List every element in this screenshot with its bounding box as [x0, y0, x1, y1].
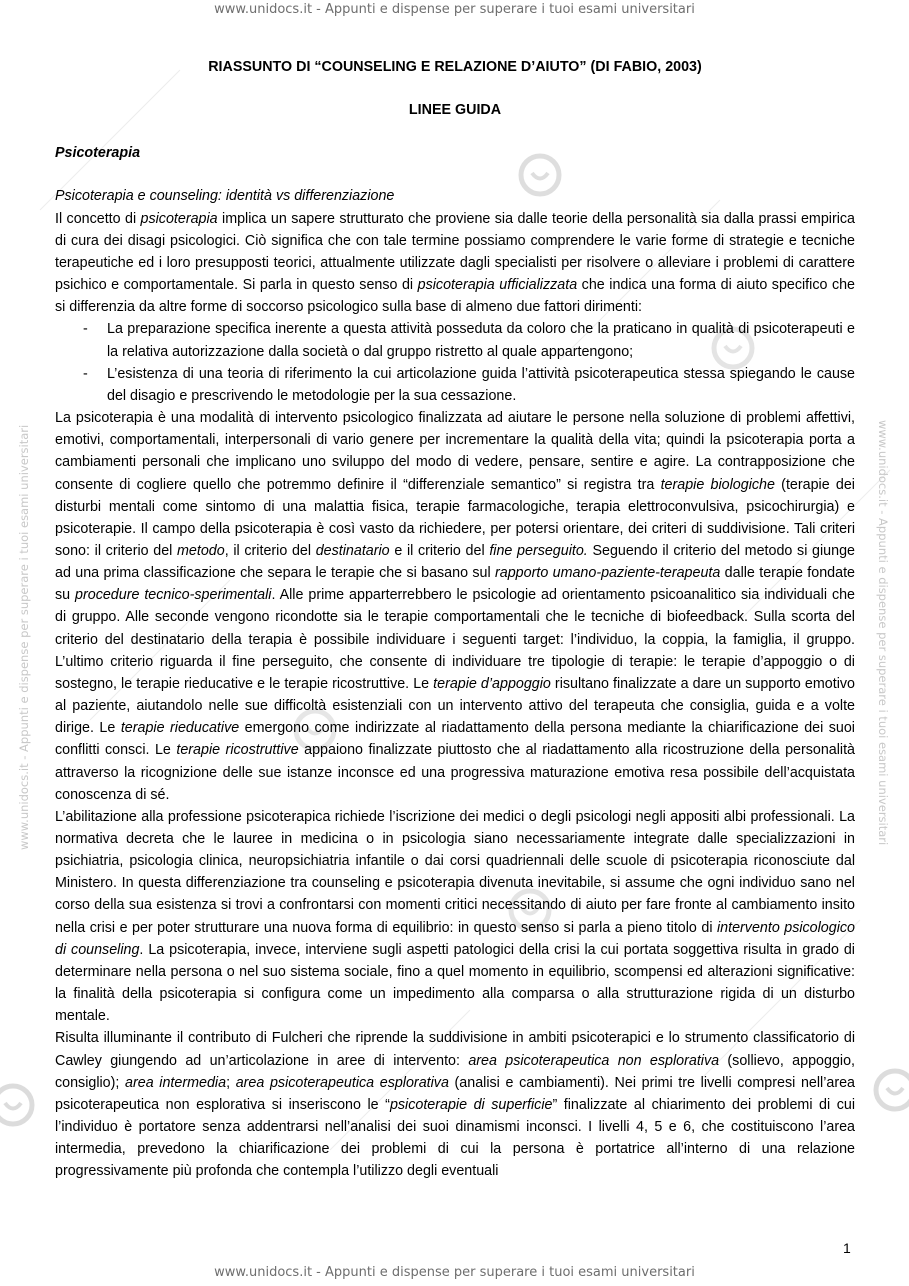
italic-term: terapie biologiche: [660, 476, 775, 493]
italic-term: intervento psicologico di counseling: [55, 919, 855, 958]
body-paragraph: Risulta illuminante il contributo di Fulcheri che riprende la suddivisione in ambiti psicoterapici e lo strumento classificatorio di Cawley giungendo ad un’articolazione in aree di intervento: area psicoterapeutica non esplorativa (sollievo, appoggio, consiglio); area intermedia; area psicoterapeutica esplorativa (analisi e cambiamenti). Nei primi tre livelli compresi nell’area psicoterapeutica non esplorativa si inseriscono le “psicoterapie di superficie” finalizzate al chiarimento dei problemi di cui l’individuo è portatore senza addentrarsi nell’analisi dei suoi dinamismi inconsci. I livelli 4, 5 e 6, che costituiscono l’area intermedia, prevedono la chiarificazione dei problemi di cui la persona è portatrice all’interno di una relazione progressivamente più profonda che contempla l’utilizzo degli eventuali: [55, 1030, 856, 1180]
page-number: 1: [843, 1240, 851, 1256]
section-heading: Psicoterapia: [55, 145, 141, 162]
italic-term: destinatario: [315, 542, 390, 559]
italic-term: area intermedia: [125, 1074, 227, 1091]
document-subtitle: LINEE GUIDA: [408, 102, 502, 119]
italic-term: psicoterapia: [140, 210, 218, 227]
italic-term: rapporto umano-paziente-terapeuta: [495, 565, 721, 582]
italic-term: metodo: [177, 542, 225, 559]
italic-term: area psicoterapeutica non esplorativa: [468, 1052, 720, 1069]
body-paragraph: L’abilitazione alla professione psicoterapica richiede l’iscrizione dei medici o degli psicologi negli appositi albi professionali. La normativa decreta che le lauree in medicina o in psicologia siano necessariamente integrate dalle specializzazioni in psichiatria, psicologia clinica, neuropsichiatria infantile o dai corsi quadriennali delle scuole di psicoterapia riconosciute dal Ministero. In questa differenziazione tra counseling e psicoterapia divenuta inevitabile, si assume che ogni individuo sano nel corso della sua esistenza si trovi a confrontarsi con momenti critici necessitando di aiuto per fare fronte al cambiamento insito nella crisi e per poter strutturare una nuova forma di equilibrio: in questo senso si parla a pieno titolo di intervento psicologico di counseling. La psicoterapia, invece, interviene sugli aspetti patologici della crisi la cui portata soggettiva risulta in grado di determinare nella persona o nel suo sistema sociale, fino a quel momento in equilibrio, scompensi ed alterazioni significative: la finalità della psicoterapia si configura come un impedimento alla comparsa o alla strutturazione rigida di un disturbo mentale.: [55, 808, 855, 1025]
italic-term: terapie ricostruttive: [176, 742, 299, 759]
document-title: RIASSUNTO DI “COUNSELING E RELAZIONE D’AIUTO” (DI FABIO, 2003): [208, 59, 702, 75]
italic-term: procedure tecnico-sperimentali: [75, 587, 272, 604]
bullet-list: [55, 318, 855, 407]
italic-term: psicoterapie di superficie: [389, 1096, 553, 1113]
body-paragraph: La psicoterapia è una modalità di intervento psicologico finalizzata ad aiutare le persone nella soluzione di problemi affettivi, emotivi, comportamentali, interpersonali di vario genere per incrementare la qualità della vita; quindi la psicoterapia porta a cambiamenti personali che implicano uno sviluppo del modo di vedere, pensare, sentire e agire. La contrapposizione che consente di cogliere quello che potremmo definire il “differenziale semantico” si registra tra terapie biologiche (terapie dei disturbi mentali come sintomo di una malattia fisica, terapie farmacologiche, terapia elettroconvulsiva, psicochirurgia) e psicoterapie. Il campo della psicoterapia è così vasto da richiedere, per potersi orientare, dei criteri di suddivisione. Tali criteri sono: il criterio del metodo, il criterio del destinatario e il criterio del fine perseguito. Seguendo il criterio del metodo si giunge ad una prima classificazione che separa le terapie che si basano sul rapporto umano-paziente-terapeuta dalle terapie fondate su procedure tecnico-sperimentali. Alle prime apparterrebbero le psicologie ad orientamento psicoanalitico sia individuali che di gruppo. Alle seconde vengono ricondotte sia le terapie comportamentali che le tecniche di biofeedback. Sulla scorta del criterio del destinatario della terapia è possibile individuare i seguenti target: l’individuo, la coppia, la famiglia, il gruppo. L’ultimo criterio riguarda il fine perseguito, che consente di individuare tre tipologie di terapie: le terapie d’appoggio o di sostegno, le terapie rieducative e le terapie ricostruttive. Le terapie d’appoggio risultano finalizzate a dare un supporto emotivo al paziente, aiutandolo nelle sue difficoltà esistenziali con un intervento attivo del terapeuta che consiglia, guida e a volte dirige. Le terapie rieducative emergono come indirizzate al riadattamento della persona mediante la chiarificazione dei suoi conflitti consci. Le terapie ricostruttive appaiono finalizzate piuttosto che al riadattamento alla ricostruzione della personalità attraverso la ricognizione delle sue istanze inconsce ed una progressiva maturazione emotiva resa possibile dell’acquistata conoscenza di sé.: [55, 410, 856, 803]
bullet-item: - La preparazione specifica inerente a questa attività posseduta da coloro che la praticano in qualità di psicoterapeuti e la relativa autorizzazione dalla società o dal gruppo ristretto al quale appartengono;: [107, 318, 855, 362]
unidocs-logo-icon: [870, 1065, 909, 1115]
italic-term: terapie rieducative: [120, 720, 240, 737]
bullet-item: - L’esistenza di una teoria di riferimento la cui articolazione guida l’attività psicoterapeutica stessa spiegando le cause del disagio e prescrivendo le metodologie per la sua cessazione.: [107, 363, 855, 407]
watermark-side-right: www.unidocs.it - Appunti e dispense per superare i tuoi esami universitari: [876, 420, 890, 846]
italic-term: psicoterapia ufficializzata: [417, 277, 578, 294]
italic-term: fine perseguito.: [489, 542, 588, 559]
italic-term: terapie d’appoggio: [433, 675, 551, 692]
watermark-banner-bottom: www.unidocs.it - Appunti e dispense per superare i tuoi esami universitari: [214, 1265, 695, 1280]
unidocs-logo-icon: [0, 1080, 38, 1130]
subsection-heading: Psicoterapia e counseling: identità vs differenziazione: [55, 188, 395, 205]
document-page: [55, 50, 855, 1183]
italic-term: area psicoterapeutica esplorativa: [235, 1074, 449, 1091]
watermark-side-left: www.unidocs.it - Appunti e dispense per superare i tuoi esami universitari: [17, 424, 31, 850]
watermark-banner-top: www.unidocs.it - Appunti e dispense per superare i tuoi esami universitari: [214, 2, 695, 17]
body-paragraph: Il concetto di psicoterapia implica un sapere strutturato che proviene sia dalle teorie della personalità sia dalla prassi empirica di cura dei disagi psicologici. Ciò significa che con tale termine possiamo comprendere le varie forme di strategie e tecniche terapeutiche ed i loro presupposti teorici, attualmente utilizzate dagli specialisti per risolvere o alleviare i problemi di carattere psichico e comportamentale. Si parla in questo senso di psicoterapia ufficializzata che indica una forma di aiuto specifico che si differenzia da altre forme di soccorso psicologico sulla base di almeno due fattori dirimenti:: [55, 210, 856, 316]
